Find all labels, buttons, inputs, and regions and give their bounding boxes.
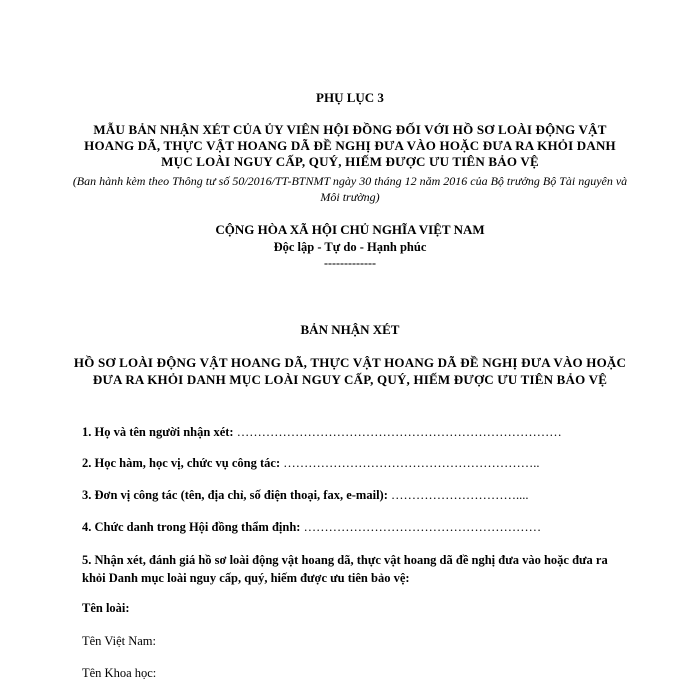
field-label: 3. Đơn vị công tác (tên, địa chỉ, số điện thoại, fax, e-mail): (82, 488, 391, 502)
fill-in-dots[interactable]: …………………………………………………….. (283, 456, 540, 470)
species-heading: Tên loài: (82, 601, 130, 615)
field-label: 2. Học hàm, học vị, chức vụ công tác: (82, 456, 284, 470)
academic-title-field[interactable] (82, 456, 642, 471)
workplace-field[interactable] (82, 488, 642, 503)
scientific-name-label: Tên Khoa học: (82, 666, 157, 680)
vietnamese-name-label: Tên Việt Nam: (82, 634, 156, 648)
fill-in-dots[interactable]: …………………………………………………………………… (236, 425, 562, 439)
divider-dashes: ------------- (324, 256, 376, 270)
assessment-field-label: 5. Nhận xét, đánh giá hồ sơ loài động vật hoang dã, thực vật hoang dã đề nghị đưa vào hoặc đưa ra khỏi Danh mục loài nguy cấp, quý, hiếm được ưu tiên bảo vệ: (82, 553, 608, 585)
nation-name: CỘNG HÒA XÃ HỘI CHỦ NGHĨA VIỆT NAM (215, 222, 485, 237)
reviewer-name-field[interactable] (82, 425, 642, 440)
council-role-field[interactable] (82, 520, 642, 535)
fill-in-dots[interactable]: ………………………….... (391, 488, 529, 502)
document-title: BẢN NHẬN XÉT (300, 322, 400, 337)
field-label: 4. Chức danh trong Hội đồng thẩm định: (82, 520, 304, 534)
appendix-title: PHỤ LỤC 3 (316, 90, 384, 105)
field-label: 1. Họ và tên người nhận xét: (82, 425, 237, 439)
fill-in-dots[interactable]: ………………………………………………… (303, 520, 542, 534)
document-subtitle: HỒ SƠ LOÀI ĐỘNG VẬT HOANG DÃ, THỰC VẬT HOANG DÃ ĐỀ NGHỊ ĐƯA VÀO HOẶC ĐƯA RA KHỎI DANH MỤC LOÀI NGUY CẤP, QUÝ, HIẾM ĐƯỢC ƯU TIÊN BẢO VỆ (73, 355, 627, 387)
form-title: MẪU BẢN NHẬN XÉT CỦA ỦY VIÊN HỘI ĐỒNG ĐỐI VỚI HỒ SƠ LOÀI ĐỘNG VẬT HOANG DÃ, THỰC VẬT HOANG DÃ ĐỀ NGHỊ ĐƯA VÀO HOẶC ĐƯA RA KHỎI DANH MỤC LOÀI NGUY CẤP, QUÝ, HIẾM ĐƯỢC ƯU TIÊN BẢO VỆ (84, 122, 616, 169)
issuance-note: (Ban hành kèm theo Thông tư số 50/2016/TT-BTNMT ngày 30 tháng 12 năm 2016 của Bộ trưởng Bộ Tài nguyên và Môi trường) (72, 174, 628, 204)
national-motto: Độc lập - Tự do - Hạnh phúc (273, 240, 427, 254)
